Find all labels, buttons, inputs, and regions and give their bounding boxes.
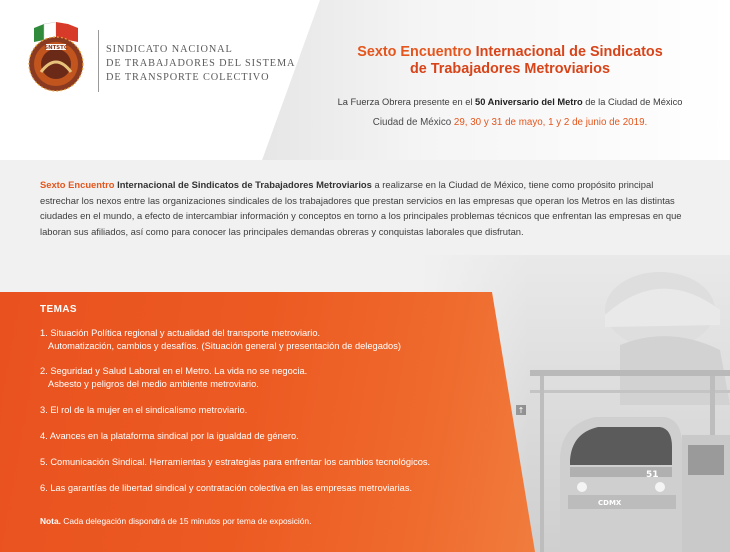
tema-2-line-2: Asbesto y peligros del medio ambiente metroviario. <box>48 378 259 389</box>
dates-pre: Ciudad de México <box>372 117 454 128</box>
note-label: Nota. <box>40 516 61 526</box>
note-text: Cada delegación dispondrá de 15 minutos por tema de exposición. <box>60 516 312 526</box>
intro-lead-bold: Internacional de Sindicatos de Trabajadores Metroviarios <box>114 179 372 190</box>
event-title-part-2: Internacional de Sindicatos <box>471 44 663 60</box>
tema-1-line-1: 1. Situación Política regional y actualidad del transporte metroviario. <box>40 328 321 338</box>
event-subtitle <box>300 97 720 107</box>
tema-item-2 <box>40 365 307 390</box>
event-title-part-1: Sexto Encuentro <box>357 44 472 60</box>
union-seal-logo <box>20 22 92 98</box>
subtitle-post: de la Ciudad de México <box>582 97 683 107</box>
header-gradient-panel <box>262 0 730 160</box>
tema-item-6: 6. Las garantías de libertad sindical y contratación colectiva en las empresas metroviarias. <box>40 483 413 493</box>
event-title-line-2: de Trabajadores Metroviarios <box>410 61 610 77</box>
org-name-line-1: SINDICATO NACIONAL <box>106 44 233 55</box>
subtitle-bold: 50 Aniversario del Metro <box>475 97 583 107</box>
event-dates <box>300 117 720 128</box>
org-name-line-2: DE TRABAJADORES DEL SISTEMA <box>106 58 296 69</box>
subtitle-pre: La Fuerza Obrera presente en el <box>337 97 476 107</box>
tema-item-1 <box>40 327 401 352</box>
logo-divider <box>98 30 99 92</box>
temas-heading: TEMAS <box>40 304 77 315</box>
intro-lead-orange: Sexto Encuentro <box>40 179 115 190</box>
intro-text: a realizarse en la Ciudad de México, tiene como propósito principal estrechar los nexos entre las organizaciones sindicales de los trabajadores que prestan servicios en las empresas que operan los Metros en las distintas ciudades en el mundo, a efecto de intercambiar información y conceptos en torno a los principales problemas técnicos que enfrentan las empresas en que laboran sus afiliados, así como para conocer las principales demandas obreras y conquistas laborales que disfrutan. <box>40 179 682 237</box>
tema-1-line-2: Automatización, cambios y desafíos. (Situación general y presentación de delegados) <box>48 340 401 351</box>
event-title <box>320 44 700 78</box>
tema-2-line-1: 2. Seguridad y Salud Laboral en el Metro. La vida no se negocia. <box>40 366 308 376</box>
note <box>40 516 311 526</box>
tema-item-3: 3. El rol de la mujer en el sindicalismo metroviario. <box>40 405 248 415</box>
dates-highlight: 29, 30 y 31 de mayo, 1 y 2 de junio de 2019. <box>453 117 648 128</box>
tema-item-5: 5. Comunicación Sindical. Herramientas y estrategias para enfrentar los cambios tecnológicos. <box>40 457 431 467</box>
org-name-line-3: DE TRANSPORTE COLECTIVO <box>106 72 270 83</box>
tema-item-4: 4. Avances en la plataforma sindical por la igualdad de género. <box>40 431 299 441</box>
logo-text: SNTSTC <box>44 45 68 51</box>
intro-paragraph <box>40 177 690 239</box>
